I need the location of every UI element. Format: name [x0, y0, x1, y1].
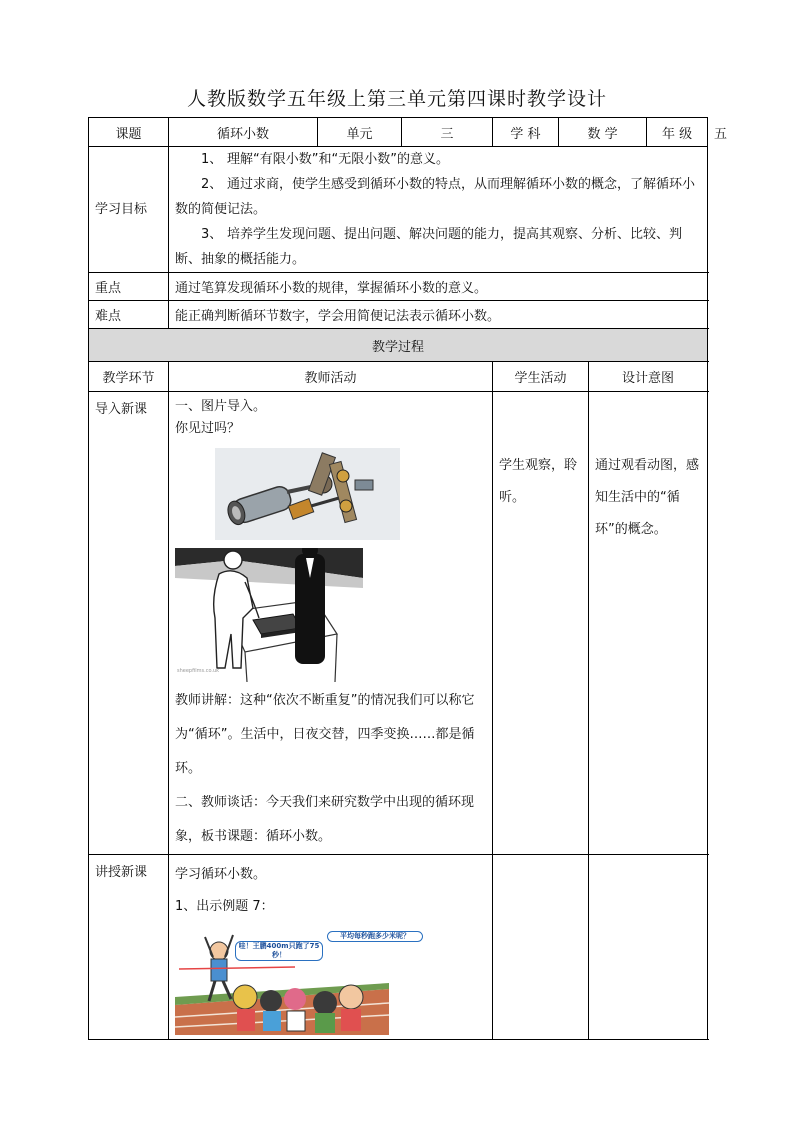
objective-item: 1、 理解“有限小数”和“无限小数”的意义。: [201, 152, 449, 167]
key-point-row: [89, 273, 708, 301]
stage-cell: 导入新课: [89, 392, 169, 855]
objective-item: 3、 培养学生发现问题、提出问题、解决问题的能力，提高其观察、分析、比较、判断、抽象的概括能力。: [175, 227, 683, 267]
col-stage: 教学环节: [89, 362, 169, 392]
process-row: [89, 855, 708, 1040]
objective-item: 2、 通过求商，使学生感受到循环小数的特点，从而理解循环小数的概念，了解循环小数的简便记法。: [175, 177, 696, 217]
difficulty-row: [89, 301, 708, 329]
teacher-paragraph: 教师讲解：这种“依次不断重复”的情况我们可以称它为“循环”。生活中，日夜交替，四季变换……都是循环。: [175, 693, 475, 776]
topic-value: 循环小数: [169, 118, 318, 147]
col-teacher: 教师活动: [169, 362, 493, 392]
teacher-activity-cell: [169, 855, 493, 1040]
col-student: 学生活动: [493, 362, 589, 392]
design-intent-cell: [589, 855, 708, 1040]
teacher-activity-cell: [169, 392, 493, 855]
speech-bubble: 哇！王鹏400m只跑了75秒！: [235, 941, 323, 961]
student-activity-cell: 学生观察，聆听。: [493, 392, 589, 855]
process-heading-row: [89, 329, 708, 362]
teacher-paragraph: 二、教师谈话：今天我们来研究数学中出现的循环现象，板书课题：循环小数。: [175, 795, 475, 844]
topic-label: 课题: [89, 118, 169, 147]
office-image: [175, 548, 363, 682]
teacher-line: 你见过吗？: [175, 421, 241, 436]
running-kids-image: [175, 927, 410, 1035]
subject-label: 学 科: [493, 118, 559, 147]
process-row: [89, 392, 708, 855]
teacher-line: 学习循环小数。: [175, 867, 267, 882]
objectives-row: [89, 147, 708, 273]
teacher-line: 1、出示例题 7：: [175, 899, 274, 914]
page-title: 人教版数学五年级上第三单元第四课时教学设计: [186, 88, 607, 110]
stage-cell: 讲授新课: [89, 855, 169, 1040]
header-row: 课题 循环小数 单元 三 学 科 数 学 年 级 五: [89, 118, 708, 147]
speech-bubble: 平均每秒跑多少米呢？: [327, 931, 423, 942]
subject-value: 数 学: [559, 118, 647, 147]
process-columns-row: [89, 362, 708, 392]
student-activity-cell: [493, 855, 589, 1040]
difficulty-label: 难点: [89, 301, 169, 329]
image-watermark: sheepfilms.co.uk: [177, 668, 220, 674]
lesson-plan-table: [88, 117, 728, 1040]
key-point-text: 通过笔算发现循环小数的规律，掌握循环小数的意义。: [169, 273, 708, 301]
unit-value: 三: [402, 118, 493, 147]
process-heading: 教学过程: [89, 329, 708, 362]
key-point-label: 重点: [89, 273, 169, 301]
difficulty-text: 能正确判断循环节数字，学会用简便记法表示循环小数。: [169, 301, 708, 329]
col-intent: 设计意图: [589, 362, 708, 392]
unit-label: 单元: [318, 118, 402, 147]
objectives-label: 学习目标: [89, 147, 169, 273]
design-intent-cell: 通过观看动图，感知生活中的“循环”的概念。: [589, 392, 708, 855]
objectives-content: [169, 147, 708, 273]
teacher-line: 一、图片导入。: [175, 399, 267, 414]
grade-label: 年 级: [647, 118, 708, 147]
robot-arm-image: [215, 448, 400, 540]
